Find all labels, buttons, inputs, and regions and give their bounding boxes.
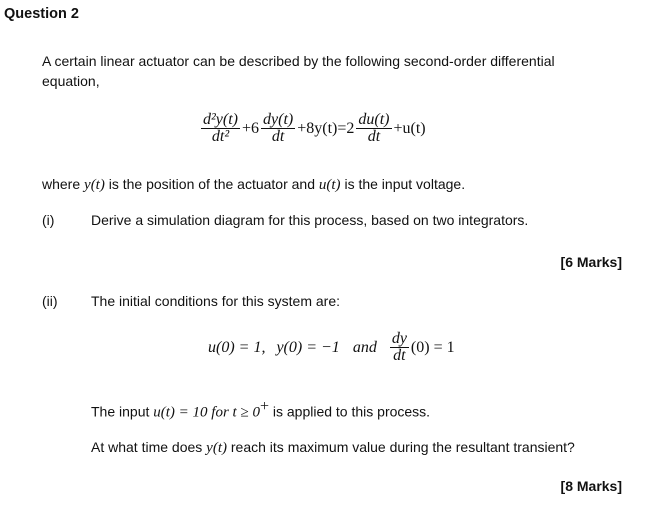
term3-numerator: du(t) — [358, 111, 390, 128]
part-ii-marks: [8 Marks] — [560, 478, 622, 494]
part-ii-text: The initial conditions for this system are: — [91, 293, 340, 309]
condition-frac-num: dy — [391, 330, 407, 347]
condition-tail: (0) = 1 — [410, 338, 455, 356]
part-i-marks: [6 Marks] — [560, 254, 622, 270]
where-post: is the input voltage. — [340, 176, 466, 192]
term2-denominator: dt — [271, 128, 285, 145]
term3-denominator: dt — [367, 128, 381, 145]
part-i-label: (i) — [42, 212, 55, 228]
initial-conditions — [207, 331, 456, 364]
where-pre: where — [42, 176, 85, 192]
input-sup: + — [259, 398, 269, 415]
where-u: u(t) — [318, 177, 341, 193]
where-mid: is the position of the actuator and — [104, 176, 319, 192]
question-title: Question 2 — [4, 6, 79, 22]
question-pre: At what time does — [91, 439, 207, 455]
condition-and: and — [352, 338, 377, 356]
question-post: reach its maximum value during the resultant transient? — [227, 439, 575, 455]
differential-equation — [200, 112, 427, 145]
intro-line-2: equation, — [42, 73, 100, 89]
where-line — [42, 176, 465, 194]
term-input-derivative — [356, 112, 391, 145]
term-first-derivative — [261, 112, 295, 145]
condition-u0: u(0) = 1, — [208, 338, 266, 356]
where-y: y(t) — [84, 177, 105, 193]
term-8y-equals: +8y(t)=2 — [297, 119, 355, 137]
coef-6: +6 — [242, 119, 260, 137]
term-second-derivative — [201, 112, 240, 145]
input-math: u(t) = 10 for t ≥ 0 — [153, 404, 260, 421]
question-y: y(t) — [206, 440, 227, 456]
input-pre: The input — [91, 403, 154, 420]
part-i-text: Derive a simulation diagram for this process, based on two integrators. — [91, 212, 529, 228]
part-ii-label: (ii) — [42, 293, 58, 309]
term1-denominator: dt² — [211, 128, 230, 145]
term2-numerator: dy(t) — [263, 111, 294, 128]
condition-frac-den: dt — [393, 347, 406, 364]
condition-derivative — [390, 331, 409, 364]
input-line — [91, 398, 430, 422]
condition-y0: y(0) = −1 — [276, 338, 340, 356]
term1-numerator: d²y(t) — [203, 111, 238, 128]
input-post: is applied to this process. — [268, 403, 431, 420]
intro-line-1: A certain linear actuator can be described by the following second-order differential — [42, 53, 555, 69]
question-line — [91, 439, 575, 457]
term-plus-u: +u(t) — [393, 119, 426, 137]
